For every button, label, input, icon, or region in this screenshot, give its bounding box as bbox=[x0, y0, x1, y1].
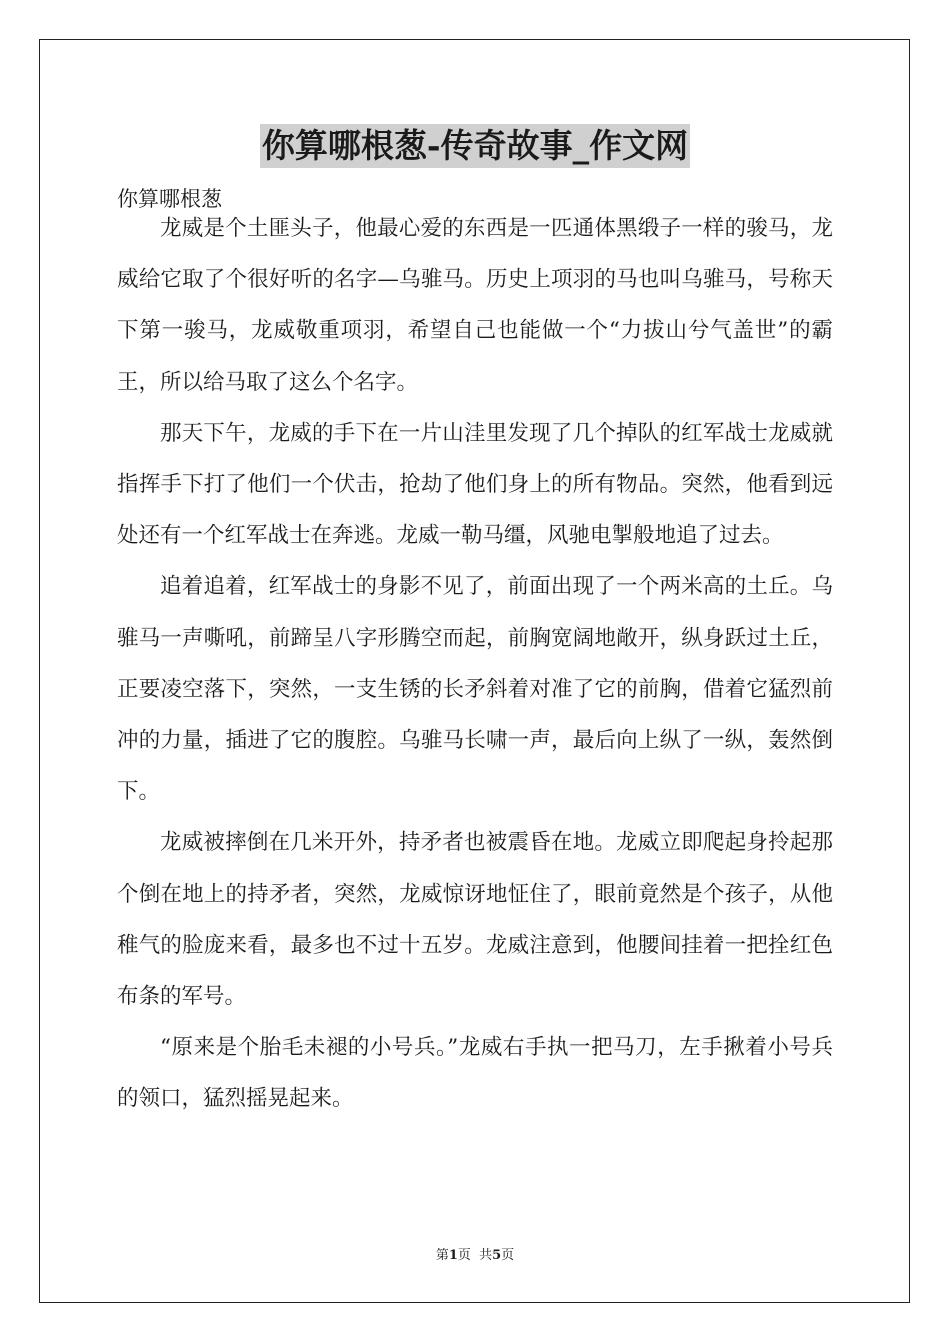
page-total bbox=[479, 1248, 514, 1263]
document-body bbox=[117, 203, 833, 1125]
total-suffix: 页 bbox=[501, 1248, 515, 1263]
document-subtitle: 你算哪根葱 bbox=[117, 187, 222, 211]
page-prefix: 第 bbox=[435, 1248, 449, 1263]
document-title: 你算哪根葱-传奇故事_作文网 bbox=[260, 124, 690, 168]
paragraph: 龙威被摔倒在几米开外，持矛者也被震昏在地。龙威立即爬起身拎起那个倒在地上的持矛者，突然，龙威惊讶地怔住了，眼前竟然是个孩子，从他稚气的脸庞来看，最多也不过十五岁。龙威注意到，他腰间挂着一把拴红色布条的军号。 bbox=[117, 830, 833, 1010]
current-page: 1 bbox=[448, 1248, 458, 1263]
page-footer bbox=[0, 1247, 950, 1265]
paragraph: 那天下午，龙威的手下在一片山洼里发现了几个掉队的红军战士龙威就指挥手下打了他们一个伏击，抢劫了他们身上的所有物品。突然，他看到远处还有一个红军战士在奔逃。龙威一勒马缰，风驰电掣般地追了过去。 bbox=[117, 420, 833, 549]
page-number bbox=[436, 1248, 471, 1263]
paragraph: 龙威是个土匪头子，他最心爱的东西是一匹通体黑缎子一样的骏马，龙威给它取了个很好听的名字—乌骓马。历史上项羽的马也叫乌骓马，号称天下第一骏马，龙威敬重项羽，希望自己也能做一个“力拔山兮气盖世”的霸王，所以给马取了这么个名字。 bbox=[117, 216, 833, 395]
total-pages: 5 bbox=[492, 1248, 502, 1263]
title-container bbox=[0, 124, 950, 168]
page-suffix: 页 bbox=[457, 1248, 471, 1263]
paragraph: 追着追着，红军战士的身影不见了，前面出现了一个两米高的土丘。乌骓马一声嘶吼，前蹄呈八字形腾空而起，前胸宽阔地敞开，纵身跃过土丘，正要凌空落下，突然，一支生锈的长矛斜着对准了它的前胸，借着它猛烈前冲的力量，插进了它的腹腔。乌骓马长啸一声，最后向上纵了一纵，轰然倒下。 bbox=[117, 574, 833, 805]
total-prefix: 共 bbox=[479, 1248, 493, 1263]
paragraph: “原来是个胎毛未褪的小号兵。”龙威右手执一把马刀，左手揪着小号兵的领口，猛烈摇晃起来。 bbox=[117, 1035, 833, 1112]
